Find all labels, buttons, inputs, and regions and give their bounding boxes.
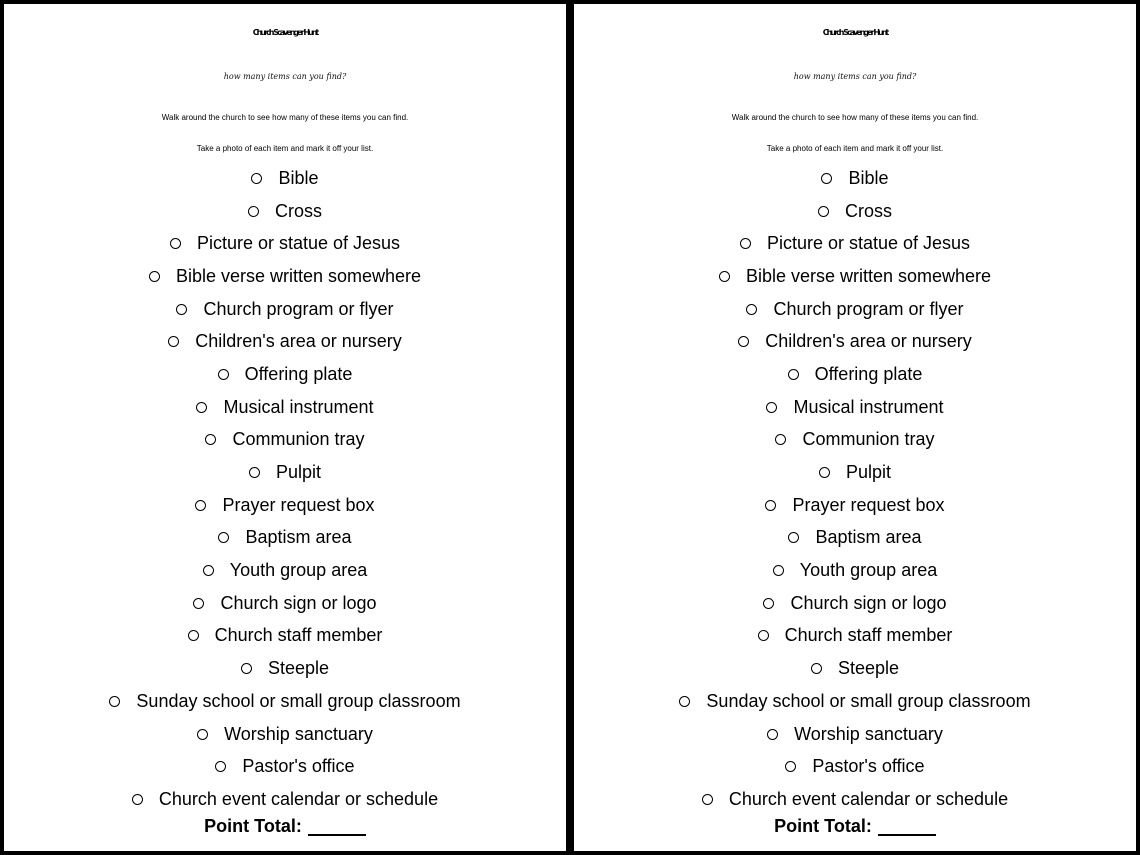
- checklist-item-label: Cross: [844, 200, 892, 221]
- checkbox-circle-icon[interactable]: [196, 402, 207, 413]
- checklist-item-label: Sunday school or small group classroom: [706, 690, 1031, 711]
- checklist-item-label: Prayer request box: [222, 494, 375, 515]
- point-total: [4, 816, 566, 837]
- checklist-item[interactable]: [574, 456, 1136, 489]
- checklist-item[interactable]: [574, 554, 1136, 587]
- checklist-item-label: Steeple: [837, 658, 900, 679]
- checkbox-circle-icon[interactable]: [203, 565, 214, 576]
- checklist: [574, 162, 1136, 816]
- checklist: [4, 162, 566, 816]
- checkbox-circle-icon[interactable]: [763, 598, 774, 609]
- checkbox-circle-icon[interactable]: [679, 696, 690, 707]
- checklist-item[interactable]: [4, 391, 566, 424]
- checklist-item[interactable]: [574, 325, 1136, 358]
- checklist-item-label: Church staff member: [784, 625, 953, 646]
- checklist-item-label: Church program or flyer: [203, 298, 394, 319]
- checklist-item-label: Pulpit: [275, 462, 322, 483]
- checklist-item-label: Pastor's office: [242, 756, 355, 777]
- checkbox-circle-icon[interactable]: [811, 663, 822, 674]
- checkbox-circle-icon[interactable]: [215, 761, 226, 772]
- checkbox-circle-icon[interactable]: [109, 696, 120, 707]
- checklist-item-label: Steeple: [267, 658, 330, 679]
- instruction-line-1: Walk around the church to see how many of these items you can find.: [731, 113, 979, 122]
- checklist-item-label: Children's area or nursery: [195, 331, 402, 352]
- checklist-item[interactable]: [4, 162, 566, 195]
- checkbox-circle-icon[interactable]: [251, 173, 262, 184]
- checkbox-circle-icon[interactable]: [248, 206, 259, 217]
- checklist-item-label: Church event calendar or schedule: [728, 788, 1009, 809]
- checkbox-circle-icon[interactable]: [218, 532, 229, 543]
- checklist-item-label: Offering plate: [814, 363, 923, 384]
- checklist-item[interactable]: [574, 293, 1136, 326]
- sheet-subtitle: how many items can you find?: [793, 72, 917, 81]
- checklist-item-label: Church event calendar or schedule: [158, 788, 439, 809]
- checkbox-circle-icon[interactable]: [785, 761, 796, 772]
- checklist-item-label: Prayer request box: [792, 494, 945, 515]
- checklist-item-label: Pastor's office: [812, 756, 925, 777]
- checklist-item[interactable]: [4, 260, 566, 293]
- checklist-item[interactable]: [4, 587, 566, 620]
- checklist-item-label: Sunday school or small group classroom: [136, 690, 461, 711]
- checkbox-circle-icon[interactable]: [149, 271, 160, 282]
- checklist-item-label: Church staff member: [214, 625, 383, 646]
- checklist-item[interactable]: [574, 783, 1136, 816]
- instruction-line-2: Take a photo of each item and mark it off your list.: [766, 144, 944, 153]
- checklist-item[interactable]: [574, 424, 1136, 457]
- checklist-item[interactable]: [4, 685, 566, 718]
- checkbox-circle-icon[interactable]: [738, 336, 749, 347]
- checkbox-circle-icon[interactable]: [132, 794, 143, 805]
- point-total-blank[interactable]: [308, 833, 366, 836]
- checklist-item[interactable]: [4, 489, 566, 522]
- checklist-item[interactable]: [574, 260, 1136, 293]
- checklist-item[interactable]: [574, 227, 1136, 260]
- checklist-item[interactable]: [4, 358, 566, 391]
- checkbox-circle-icon[interactable]: [218, 369, 229, 380]
- checklist-item-label: Worship sanctuary: [224, 723, 373, 744]
- checkbox-circle-icon[interactable]: [821, 173, 832, 184]
- checklist-item-label: Pulpit: [845, 462, 892, 483]
- checklist-item[interactable]: [574, 162, 1136, 195]
- checkbox-circle-icon[interactable]: [775, 434, 786, 445]
- checkbox-circle-icon[interactable]: [197, 729, 208, 740]
- checkbox-circle-icon[interactable]: [702, 794, 713, 805]
- checkbox-circle-icon[interactable]: [168, 336, 179, 347]
- checklist-item[interactable]: [4, 456, 566, 489]
- checklist-item[interactable]: [4, 718, 566, 751]
- checklist-item[interactable]: [574, 489, 1136, 522]
- checklist-item-label: Church sign or logo: [790, 592, 947, 613]
- checklist-item-label: Musical instrument: [793, 396, 944, 417]
- checklist-item-label: Picture or statue of Jesus: [766, 233, 971, 254]
- checkbox-circle-icon[interactable]: [765, 500, 776, 511]
- checklist-item[interactable]: [4, 783, 566, 816]
- sheet-title: Church Scavenger Hunt: [822, 28, 888, 37]
- checklist-item[interactable]: [4, 750, 566, 783]
- checklist-item[interactable]: [574, 718, 1136, 751]
- checkbox-circle-icon[interactable]: [819, 467, 830, 478]
- checkbox-circle-icon[interactable]: [205, 434, 216, 445]
- checklist-item[interactable]: [574, 685, 1136, 718]
- instruction-line-2: Take a photo of each item and mark it off your list.: [196, 144, 374, 153]
- checklist-item-label: Offering plate: [244, 363, 353, 384]
- point-total-blank[interactable]: [878, 833, 936, 836]
- checklist-item-label: Cross: [274, 200, 322, 221]
- checklist-item[interactable]: [574, 750, 1136, 783]
- checkbox-circle-icon[interactable]: [719, 271, 730, 282]
- sheet-subtitle: how many items can you find?: [223, 72, 347, 81]
- checklist-item[interactable]: [4, 325, 566, 358]
- checklist-item-label: Worship sanctuary: [794, 723, 943, 744]
- checklist-item[interactable]: [574, 391, 1136, 424]
- checkbox-circle-icon[interactable]: [788, 369, 799, 380]
- checklist-item-label: Communion tray: [232, 429, 365, 450]
- checklist-item[interactable]: [4, 652, 566, 685]
- checkbox-circle-icon[interactable]: [758, 630, 769, 641]
- checklist-item[interactable]: [4, 554, 566, 587]
- checklist-item-label: Bible: [848, 167, 889, 188]
- checklist-item[interactable]: [574, 195, 1136, 228]
- checklist-item-label: Youth group area: [229, 560, 368, 581]
- checklist-item-label: Church sign or logo: [220, 592, 377, 613]
- checkbox-circle-icon[interactable]: [241, 663, 252, 674]
- checkbox-circle-icon[interactable]: [818, 206, 829, 217]
- checklist-item-label: Children's area or nursery: [765, 331, 972, 352]
- checklist-item[interactable]: [4, 620, 566, 653]
- point-total: [574, 816, 1136, 837]
- checklist-item-label: Picture or statue of Jesus: [196, 233, 401, 254]
- checkbox-circle-icon[interactable]: [188, 630, 199, 641]
- checklist-item[interactable]: [4, 522, 566, 555]
- checklist-item-label: Church program or flyer: [773, 298, 964, 319]
- checklist-item-label: Communion tray: [802, 429, 935, 450]
- checklist-item[interactable]: [574, 652, 1136, 685]
- checklist-item[interactable]: [4, 227, 566, 260]
- checkbox-circle-icon[interactable]: [176, 304, 187, 315]
- scavenger-sheet-right: [570, 0, 1140, 855]
- checklist-item[interactable]: [574, 587, 1136, 620]
- checklist-item-label: Baptism area: [245, 527, 352, 548]
- point-total-label: Point Total:: [774, 816, 872, 836]
- checklist-item-label: Bible verse written somewhere: [175, 265, 422, 286]
- checkbox-circle-icon[interactable]: [193, 598, 204, 609]
- checklist-item[interactable]: [574, 522, 1136, 555]
- checkbox-circle-icon[interactable]: [740, 238, 751, 249]
- checkbox-circle-icon[interactable]: [249, 467, 260, 478]
- checklist-item[interactable]: [4, 195, 566, 228]
- point-total-label: Point Total:: [204, 816, 302, 836]
- checklist-item-label: Bible: [278, 167, 319, 188]
- checkbox-circle-icon[interactable]: [766, 402, 777, 413]
- checklist-item-label: Musical instrument: [223, 396, 374, 417]
- instruction-line-1: Walk around the church to see how many of these items you can find.: [161, 113, 409, 122]
- checklist-item-label: Baptism area: [815, 527, 922, 548]
- checklist-item[interactable]: [4, 293, 566, 326]
- checklist-item-label: Youth group area: [799, 560, 938, 581]
- checklist-item[interactable]: [574, 358, 1136, 391]
- checkbox-circle-icon[interactable]: [746, 304, 757, 315]
- checklist-item[interactable]: [4, 424, 566, 457]
- checkbox-circle-icon[interactable]: [788, 532, 799, 543]
- checkbox-circle-icon[interactable]: [170, 238, 181, 249]
- checkbox-circle-icon[interactable]: [773, 565, 784, 576]
- checkbox-circle-icon[interactable]: [195, 500, 206, 511]
- sheet-title: Church Scavenger Hunt: [252, 28, 318, 37]
- checklist-item[interactable]: [574, 620, 1136, 653]
- checklist-item-label: Bible verse written somewhere: [745, 265, 992, 286]
- checkbox-circle-icon[interactable]: [767, 729, 778, 740]
